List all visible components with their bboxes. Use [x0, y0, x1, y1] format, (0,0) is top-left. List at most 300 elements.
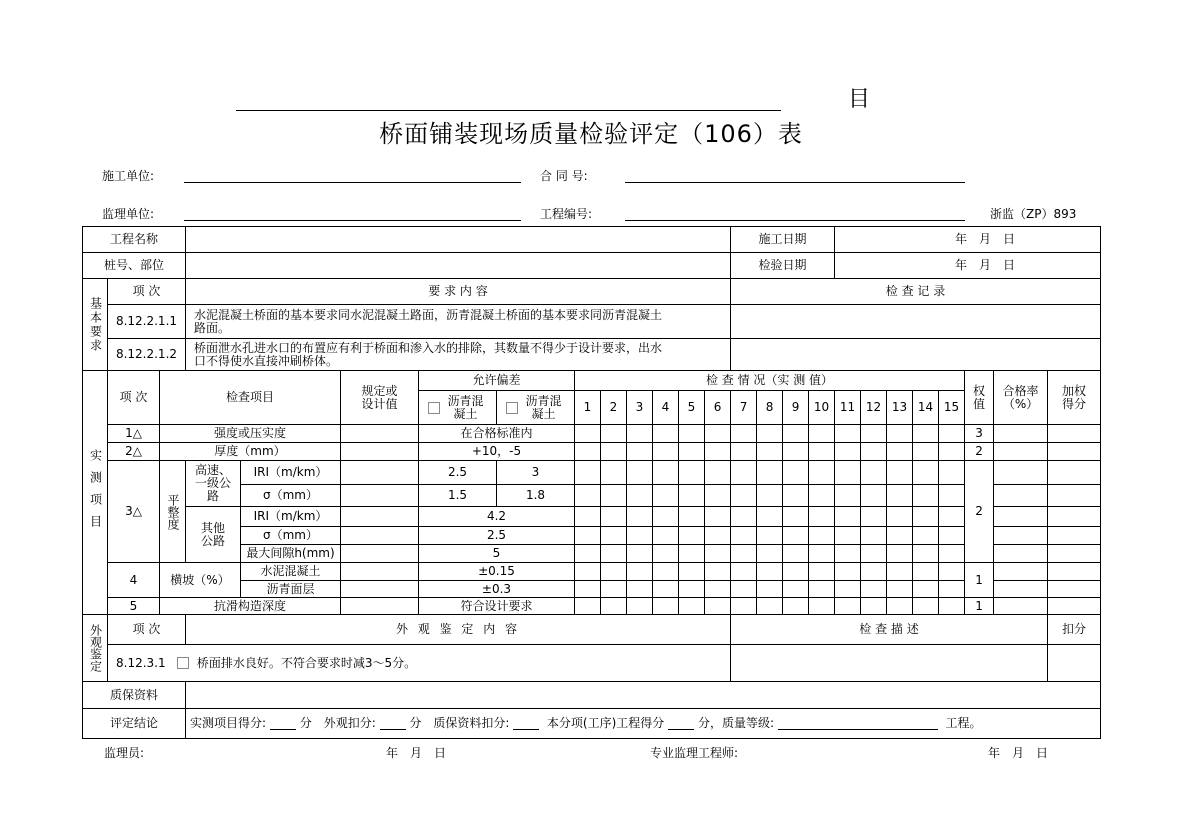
quality-docs-deduct-field[interactable] [513, 729, 539, 730]
measure-cell[interactable] [601, 443, 627, 461]
item-no: 2△ [108, 443, 160, 461]
measure-cell[interactable] [627, 425, 653, 443]
page-title: 桥面铺装现场质量检验评定（106）表 [379, 120, 803, 148]
measure-cell[interactable] [757, 443, 783, 461]
measure-cell[interactable] [913, 527, 939, 545]
measure-cell[interactable] [705, 443, 731, 461]
measure-cell[interactable] [731, 461, 757, 485]
basic-col-content: 要 求 内 容 [186, 279, 731, 305]
form-code: 浙监（ZP）893 [990, 207, 1077, 221]
measure-cell[interactable] [627, 598, 653, 615]
measure-cell[interactable] [653, 461, 679, 485]
project-no-label: 工程编号: [540, 207, 593, 221]
measure-cell[interactable] [835, 581, 861, 598]
rate-field[interactable] [994, 443, 1048, 461]
measure-cell[interactable] [731, 507, 757, 527]
measure-col-9: 9 [783, 391, 809, 425]
measure-cell[interactable] [809, 485, 835, 507]
score-field[interactable] [1048, 485, 1101, 507]
measure-cell[interactable] [731, 545, 757, 563]
measure-cell[interactable] [887, 425, 913, 443]
measure-cell[interactable] [939, 425, 965, 443]
measure-cell[interactable] [887, 507, 913, 527]
appearance-deduct-field[interactable] [1048, 645, 1101, 682]
quality-docs-deduct-label: 分 质保资料扣分: [409, 716, 510, 730]
supervision-unit-field[interactable] [184, 220, 521, 221]
basic-code: 8.12.2.1.2 [108, 339, 186, 371]
measure-cell[interactable] [939, 443, 965, 461]
item-name: 强度或压实度 [160, 425, 341, 443]
measure-col-15: 15 [939, 391, 965, 425]
measure-cell[interactable] [653, 581, 679, 598]
measure-cell[interactable] [627, 581, 653, 598]
total-score-label: 本分项(工序)工程得分 [546, 716, 665, 730]
measure-cell[interactable] [887, 581, 913, 598]
measure-cell[interactable] [783, 443, 809, 461]
measure-cell[interactable] [705, 563, 731, 581]
basic-section-label: 基本要求 [88, 296, 103, 353]
measure-cell[interactable] [731, 598, 757, 615]
score-field[interactable] [1048, 563, 1101, 581]
measure-cell[interactable] [575, 598, 601, 615]
measure-cell[interactable] [627, 545, 653, 563]
measure-col-12: 12 [861, 391, 887, 425]
measure-cell[interactable] [575, 581, 601, 598]
tolerance: 1.5 [419, 485, 497, 507]
item-name: 平整度 [166, 493, 180, 530]
measure-cell[interactable] [887, 563, 913, 581]
engineer-date: 年 月 日 [988, 746, 1049, 760]
score-field[interactable] [1048, 443, 1101, 461]
measure-cell[interactable] [861, 485, 887, 507]
measure-cell[interactable] [939, 598, 965, 615]
measure-cell[interactable] [757, 545, 783, 563]
measure-cell[interactable] [627, 563, 653, 581]
measure-cell[interactable] [679, 485, 705, 507]
measure-cell[interactable] [887, 485, 913, 507]
measure-cell[interactable] [939, 563, 965, 581]
check-date-label: 检验日期 [731, 253, 835, 279]
item-name: 厚度（mm） [160, 443, 341, 461]
measure-cell[interactable] [679, 581, 705, 598]
measure-cell[interactable] [679, 545, 705, 563]
appearance-desc-field[interactable] [731, 645, 1048, 682]
total-score-field[interactable] [668, 729, 694, 730]
measure-col-13: 13 [887, 391, 913, 425]
measure-cell[interactable] [861, 598, 887, 615]
col-tolerance: 允许偏差 [419, 371, 575, 391]
design-field[interactable] [341, 581, 419, 598]
measure-cell[interactable] [731, 485, 757, 507]
appearance-deduct-total-field[interactable] [380, 729, 406, 730]
measure-cell[interactable] [601, 507, 627, 527]
measure-cell[interactable] [653, 527, 679, 545]
measure-cell[interactable] [679, 598, 705, 615]
measure-cell[interactable] [835, 563, 861, 581]
measure-cell[interactable] [783, 485, 809, 507]
measured-score-label: 实测项目得分: [190, 716, 267, 730]
rate-field[interactable] [994, 485, 1048, 507]
score-field[interactable] [1048, 425, 1101, 443]
rate-field[interactable] [994, 527, 1048, 545]
grade-field[interactable] [778, 729, 938, 730]
subgroup-label: 其他公路 [186, 507, 241, 563]
measure-cell[interactable] [575, 507, 601, 527]
measure-cell[interactable] [679, 527, 705, 545]
design-field[interactable] [341, 527, 419, 545]
score-field[interactable] [1048, 461, 1101, 485]
asphalt-checkbox-a[interactable] [428, 402, 440, 414]
measure-cell[interactable] [575, 461, 601, 485]
measure-cell[interactable] [783, 461, 809, 485]
measure-cell[interactable] [705, 545, 731, 563]
measure-cell[interactable] [627, 461, 653, 485]
item-no: 3△ [108, 461, 160, 563]
sub-item: 沥青面层 [241, 581, 341, 598]
rate-field[interactable] [994, 598, 1048, 615]
construction-unit-field[interactable] [184, 182, 521, 183]
measure-cell[interactable] [835, 527, 861, 545]
measure-cell[interactable] [835, 461, 861, 485]
measured-section-label: 实测项目 [88, 448, 103, 537]
item-no: 1△ [108, 425, 160, 443]
measure-cell[interactable] [913, 563, 939, 581]
engineer-label: 专业监理工程师: [650, 746, 739, 760]
tolerance: 2.5 [419, 461, 497, 485]
col-score: 加权得分 [1048, 371, 1101, 425]
design-field[interactable] [341, 425, 419, 443]
design-field[interactable] [341, 485, 419, 507]
design-field[interactable] [341, 507, 419, 527]
supervisor-label: 监理员: [104, 746, 145, 760]
measure-cell[interactable] [757, 581, 783, 598]
measure-cell[interactable] [757, 461, 783, 485]
measure-cell[interactable] [835, 545, 861, 563]
measure-cell[interactable] [601, 581, 627, 598]
measure-cell[interactable] [705, 581, 731, 598]
appearance-col-content: 外 观 鉴 定 内 容 [186, 615, 731, 645]
measure-cell[interactable] [887, 545, 913, 563]
sub-item: IRI（m/km） [241, 461, 341, 485]
supervision-unit-label: 监理单位: [102, 207, 155, 221]
measure-cell[interactable] [939, 545, 965, 563]
measure-cell[interactable] [913, 443, 939, 461]
measure-cell[interactable] [887, 461, 913, 485]
tol-a-label: 沥青混凝土 [447, 393, 484, 421]
measure-cell[interactable] [861, 581, 887, 598]
appearance-deduct-label: 分 外观扣分: [299, 716, 376, 730]
measure-cell[interactable] [861, 425, 887, 443]
tolerance: 1.8 [497, 485, 575, 507]
measure-cell[interactable] [809, 507, 835, 527]
measure-cell[interactable] [601, 425, 627, 443]
weight: 1 [965, 598, 994, 615]
measure-cell[interactable] [783, 527, 809, 545]
measure-cell[interactable] [835, 507, 861, 527]
measure-cell[interactable] [835, 485, 861, 507]
design-field[interactable] [341, 461, 419, 485]
grade-label: 分，质量等级: [697, 716, 774, 730]
appearance-section-label: 外观鉴定 [88, 624, 103, 672]
measure-cell[interactable] [861, 443, 887, 461]
measure-cell[interactable] [601, 563, 627, 581]
measure-cell[interactable] [731, 425, 757, 443]
measure-cell[interactable] [575, 563, 601, 581]
design-field[interactable] [341, 545, 419, 563]
measure-cell[interactable] [913, 581, 939, 598]
measure-cell[interactable] [783, 563, 809, 581]
measure-cell[interactable] [627, 485, 653, 507]
quality-docs-field[interactable] [186, 682, 1101, 709]
measure-cell[interactable] [627, 507, 653, 527]
col-design: 规定或设计值 [341, 371, 419, 425]
basic-col-item: 项 次 [108, 279, 186, 305]
measure-cell[interactable] [939, 507, 965, 527]
measure-cell[interactable] [679, 461, 705, 485]
measure-cell[interactable] [835, 598, 861, 615]
measure-cell[interactable] [835, 443, 861, 461]
measure-cell[interactable] [861, 461, 887, 485]
measured-score-field[interactable] [270, 729, 296, 730]
tolerance: ±0.3 [419, 581, 575, 598]
basic-col-record: 检 查 记 录 [731, 279, 1101, 305]
sub-item: 水泥混凝土 [241, 563, 341, 581]
tolerance: 2.5 [419, 527, 575, 545]
measure-cell[interactable] [887, 443, 913, 461]
tolerance: ±0.15 [419, 563, 575, 581]
appearance-col-desc: 检 查 描 述 [731, 615, 1048, 645]
construction-unit-label: 施工单位: [102, 169, 155, 183]
appearance-col-deduct: 扣分 [1048, 615, 1101, 645]
measure-col-7: 7 [731, 391, 757, 425]
basic-record-field[interactable] [731, 339, 1101, 371]
measure-cell[interactable] [601, 527, 627, 545]
measure-cell[interactable] [783, 425, 809, 443]
col-actual: 检 查 情 况（实 测 值） [575, 371, 965, 391]
measure-cell[interactable] [627, 443, 653, 461]
score-field[interactable] [1048, 581, 1101, 598]
project-no-field[interactable] [625, 220, 965, 221]
measure-cell[interactable] [705, 598, 731, 615]
measure-cell[interactable] [809, 527, 835, 545]
item-no: 5 [108, 598, 160, 615]
start-date-label: 施工日期 [731, 227, 835, 253]
measure-cell[interactable] [757, 425, 783, 443]
weight: 3 [965, 425, 994, 443]
subgroup-label: 高速、一级公路 [186, 461, 241, 507]
measure-cell[interactable] [757, 598, 783, 615]
measure-cell[interactable] [653, 563, 679, 581]
measure-cell[interactable] [913, 598, 939, 615]
item-name: 横坡（%） [160, 563, 241, 598]
rate-field[interactable] [994, 581, 1048, 598]
measure-col-3: 3 [627, 391, 653, 425]
quality-docs-label: 质保资料 [83, 682, 186, 709]
appearance-text: 桥面排水良好。不符合要求时减3～5分。 [196, 655, 417, 670]
measure-cell[interactable] [809, 581, 835, 598]
appearance-col-item: 项 次 [108, 615, 186, 645]
measure-cell[interactable] [913, 425, 939, 443]
measure-cell[interactable] [679, 425, 705, 443]
start-date-field[interactable]: 年 月 日 [835, 227, 1101, 253]
basic-code: 8.12.2.1.1 [108, 305, 186, 339]
measure-cell[interactable] [913, 461, 939, 485]
tolerance: 在合格标准内 [419, 425, 575, 443]
design-field[interactable] [341, 563, 419, 581]
measure-cell[interactable] [705, 485, 731, 507]
title-underline [236, 110, 781, 111]
check-date-field[interactable]: 年 月 日 [835, 253, 1101, 279]
measure-cell[interactable] [653, 425, 679, 443]
measure-cell[interactable] [861, 507, 887, 527]
measure-cell[interactable] [913, 545, 939, 563]
item-name: 抗滑构造深度 [160, 598, 341, 615]
measure-cell[interactable] [731, 581, 757, 598]
measure-cell[interactable] [601, 598, 627, 615]
station-field[interactable] [186, 253, 731, 279]
measure-cell[interactable] [705, 507, 731, 527]
measure-cell[interactable] [887, 527, 913, 545]
rate-field[interactable] [994, 563, 1048, 581]
sub-item: 最大间隙h(mm) [241, 545, 341, 563]
measure-cell[interactable] [913, 485, 939, 507]
measure-cell[interactable] [783, 545, 809, 563]
measure-cell[interactable] [679, 443, 705, 461]
col-rate: 合格率（%） [994, 371, 1048, 425]
measure-col-2: 2 [601, 391, 627, 425]
contract-no-field[interactable] [625, 182, 965, 183]
measure-cell[interactable] [731, 443, 757, 461]
score-field[interactable] [1048, 527, 1101, 545]
measure-col-11: 11 [835, 391, 861, 425]
station-label: 桩号、部位 [83, 253, 186, 279]
measure-cell[interactable] [809, 443, 835, 461]
basic-text: 桥面泄水孔进水口的布置应有利于桥面和渗入水的排除，其数量不得少于设计要求，出水口不得使水直接冲刷桥体。 [186, 339, 731, 371]
design-field[interactable] [341, 598, 419, 615]
measure-cell[interactable] [575, 527, 601, 545]
measure-cell[interactable] [575, 443, 601, 461]
measure-cell[interactable] [653, 485, 679, 507]
measure-cell[interactable] [809, 425, 835, 443]
score-field[interactable] [1048, 507, 1101, 527]
inspection-table [82, 226, 1101, 739]
measure-cell[interactable] [601, 545, 627, 563]
sub-item: IRI（m/km） [241, 507, 341, 527]
design-field[interactable] [341, 443, 419, 461]
basic-text: 水泥混凝土桥面的基本要求同水泥混凝土路面，沥青混凝土桥面的基本要求同沥青混凝土路面。 [186, 305, 731, 339]
weight: 2 [965, 443, 994, 461]
tol-b-label: 沥青混凝土 [525, 393, 562, 421]
measure-cell[interactable] [809, 545, 835, 563]
measure-cell[interactable] [835, 425, 861, 443]
col-weight: 权值 [965, 371, 994, 425]
measure-col-4: 4 [653, 391, 679, 425]
rate-field[interactable] [994, 507, 1048, 527]
measure-cell[interactable] [939, 581, 965, 598]
tolerance: 4.2 [419, 507, 575, 527]
item-no: 4 [108, 563, 160, 598]
weight: 1 [965, 563, 994, 598]
measure-cell[interactable] [575, 545, 601, 563]
measure-cell[interactable] [757, 507, 783, 527]
measure-cell[interactable] [705, 527, 731, 545]
measure-cell[interactable] [783, 581, 809, 598]
measure-cell[interactable] [861, 563, 887, 581]
measure-cell[interactable] [731, 527, 757, 545]
measure-cell[interactable] [861, 545, 887, 563]
measure-cell[interactable] [757, 527, 783, 545]
tolerance: 符合设计要求 [419, 598, 575, 615]
measure-cell[interactable] [731, 563, 757, 581]
measure-cell[interactable] [679, 563, 705, 581]
mu-char: 目 [848, 87, 871, 112]
measure-cell[interactable] [939, 485, 965, 507]
measure-cell[interactable] [705, 461, 731, 485]
sub-item: σ（mm） [241, 485, 341, 507]
measure-cell[interactable] [653, 443, 679, 461]
sub-item: σ（mm） [241, 527, 341, 545]
tolerance: +10，-5 [419, 443, 575, 461]
measure-cell[interactable] [861, 527, 887, 545]
measure-cell[interactable] [809, 461, 835, 485]
asphalt-checkbox-b[interactable] [506, 402, 518, 414]
basic-record-field[interactable] [731, 305, 1101, 339]
measure-cell[interactable] [783, 598, 809, 615]
col-check: 检查项目 [160, 371, 341, 425]
project-name-label: 工程名称 [83, 227, 186, 253]
measure-cell[interactable] [809, 563, 835, 581]
measure-cell[interactable] [705, 425, 731, 443]
tolerance: 3 [497, 461, 575, 485]
measure-cell[interactable] [913, 507, 939, 527]
score-field[interactable] [1048, 545, 1101, 563]
measure-cell[interactable] [679, 507, 705, 527]
measure-col-1: 1 [575, 391, 601, 425]
measure-cell[interactable] [653, 507, 679, 527]
measure-col-6: 6 [705, 391, 731, 425]
measure-cell[interactable] [939, 461, 965, 485]
measure-cell[interactable] [653, 598, 679, 615]
measure-col-8: 8 [757, 391, 783, 425]
measure-cell[interactable] [601, 485, 627, 507]
weight: 2 [965, 461, 994, 563]
measure-cell[interactable] [809, 598, 835, 615]
measure-cell[interactable] [575, 425, 601, 443]
measure-cell[interactable] [887, 598, 913, 615]
measure-cell[interactable] [757, 563, 783, 581]
conclusion-label: 评定结论 [83, 709, 186, 739]
measure-cell[interactable] [575, 485, 601, 507]
rate-field[interactable] [994, 425, 1048, 443]
conclusion-suffix: 工程。 [945, 716, 982, 730]
measure-cell[interactable] [783, 507, 809, 527]
measure-cell[interactable] [627, 527, 653, 545]
measure-cell[interactable] [601, 461, 627, 485]
contract-no-label: 合 同 号: [540, 169, 588, 183]
supervisor-date: 年 月 日 [386, 746, 447, 760]
measure-col-5: 5 [679, 391, 705, 425]
project-name-field[interactable] [186, 227, 731, 253]
rate-field[interactable] [994, 461, 1048, 485]
rate-field[interactable] [994, 545, 1048, 563]
measure-cell[interactable] [757, 485, 783, 507]
score-field[interactable] [1048, 598, 1101, 615]
appearance-checkbox[interactable] [177, 657, 189, 669]
measure-cell[interactable] [939, 527, 965, 545]
tolerance: 5 [419, 545, 575, 563]
measure-cell[interactable] [653, 545, 679, 563]
col-item: 项 次 [108, 371, 160, 425]
